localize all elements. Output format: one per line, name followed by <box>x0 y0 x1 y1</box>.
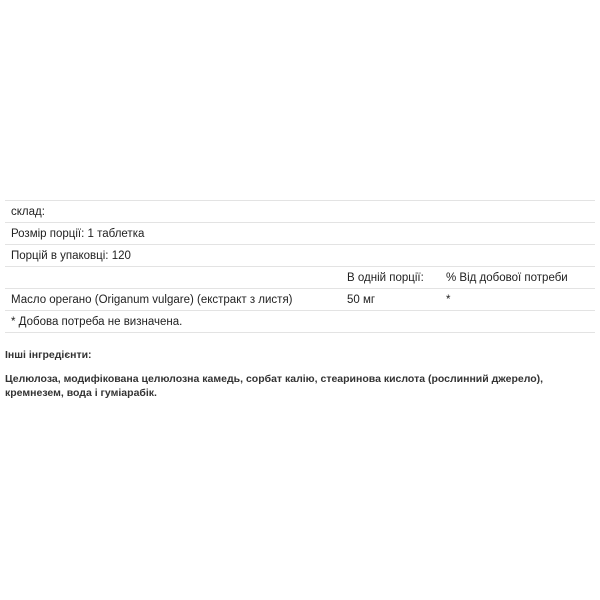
serving-size: Розмір порції: 1 таблетка <box>11 228 145 240</box>
other-ingredients-heading: Інші інгредієнти: <box>5 349 92 361</box>
table-header-row <box>5 267 595 289</box>
ingredient-name: Масло орегано (Origanum vulgare) (екстракт з листя) <box>11 294 293 306</box>
footnote: * Добова потреба не визначена. <box>11 316 183 328</box>
daily-value-header: % Від добової потреби <box>446 272 568 284</box>
facts-title: склад: <box>11 206 45 218</box>
ingredient-row <box>5 289 595 311</box>
facts-title-row <box>5 201 595 223</box>
servings-per-container-row <box>5 245 595 267</box>
servings-per-container: Порцій в упаковці: 120 <box>11 250 131 262</box>
other-ingredients-text: Целюлоза, модифікована целюлозна камедь, сорбат калію, стеаринова кислота (рослинний джерело), кремнезем, вода і гуміарабік. <box>5 373 544 399</box>
ingredient-daily-value: * <box>446 294 451 306</box>
amount-header: В одній порції: <box>347 272 424 284</box>
supplement-facts-table <box>5 200 595 333</box>
footnote-row <box>5 311 595 333</box>
ingredient-amount: 50 мг <box>347 294 376 306</box>
serving-size-row <box>5 223 595 245</box>
